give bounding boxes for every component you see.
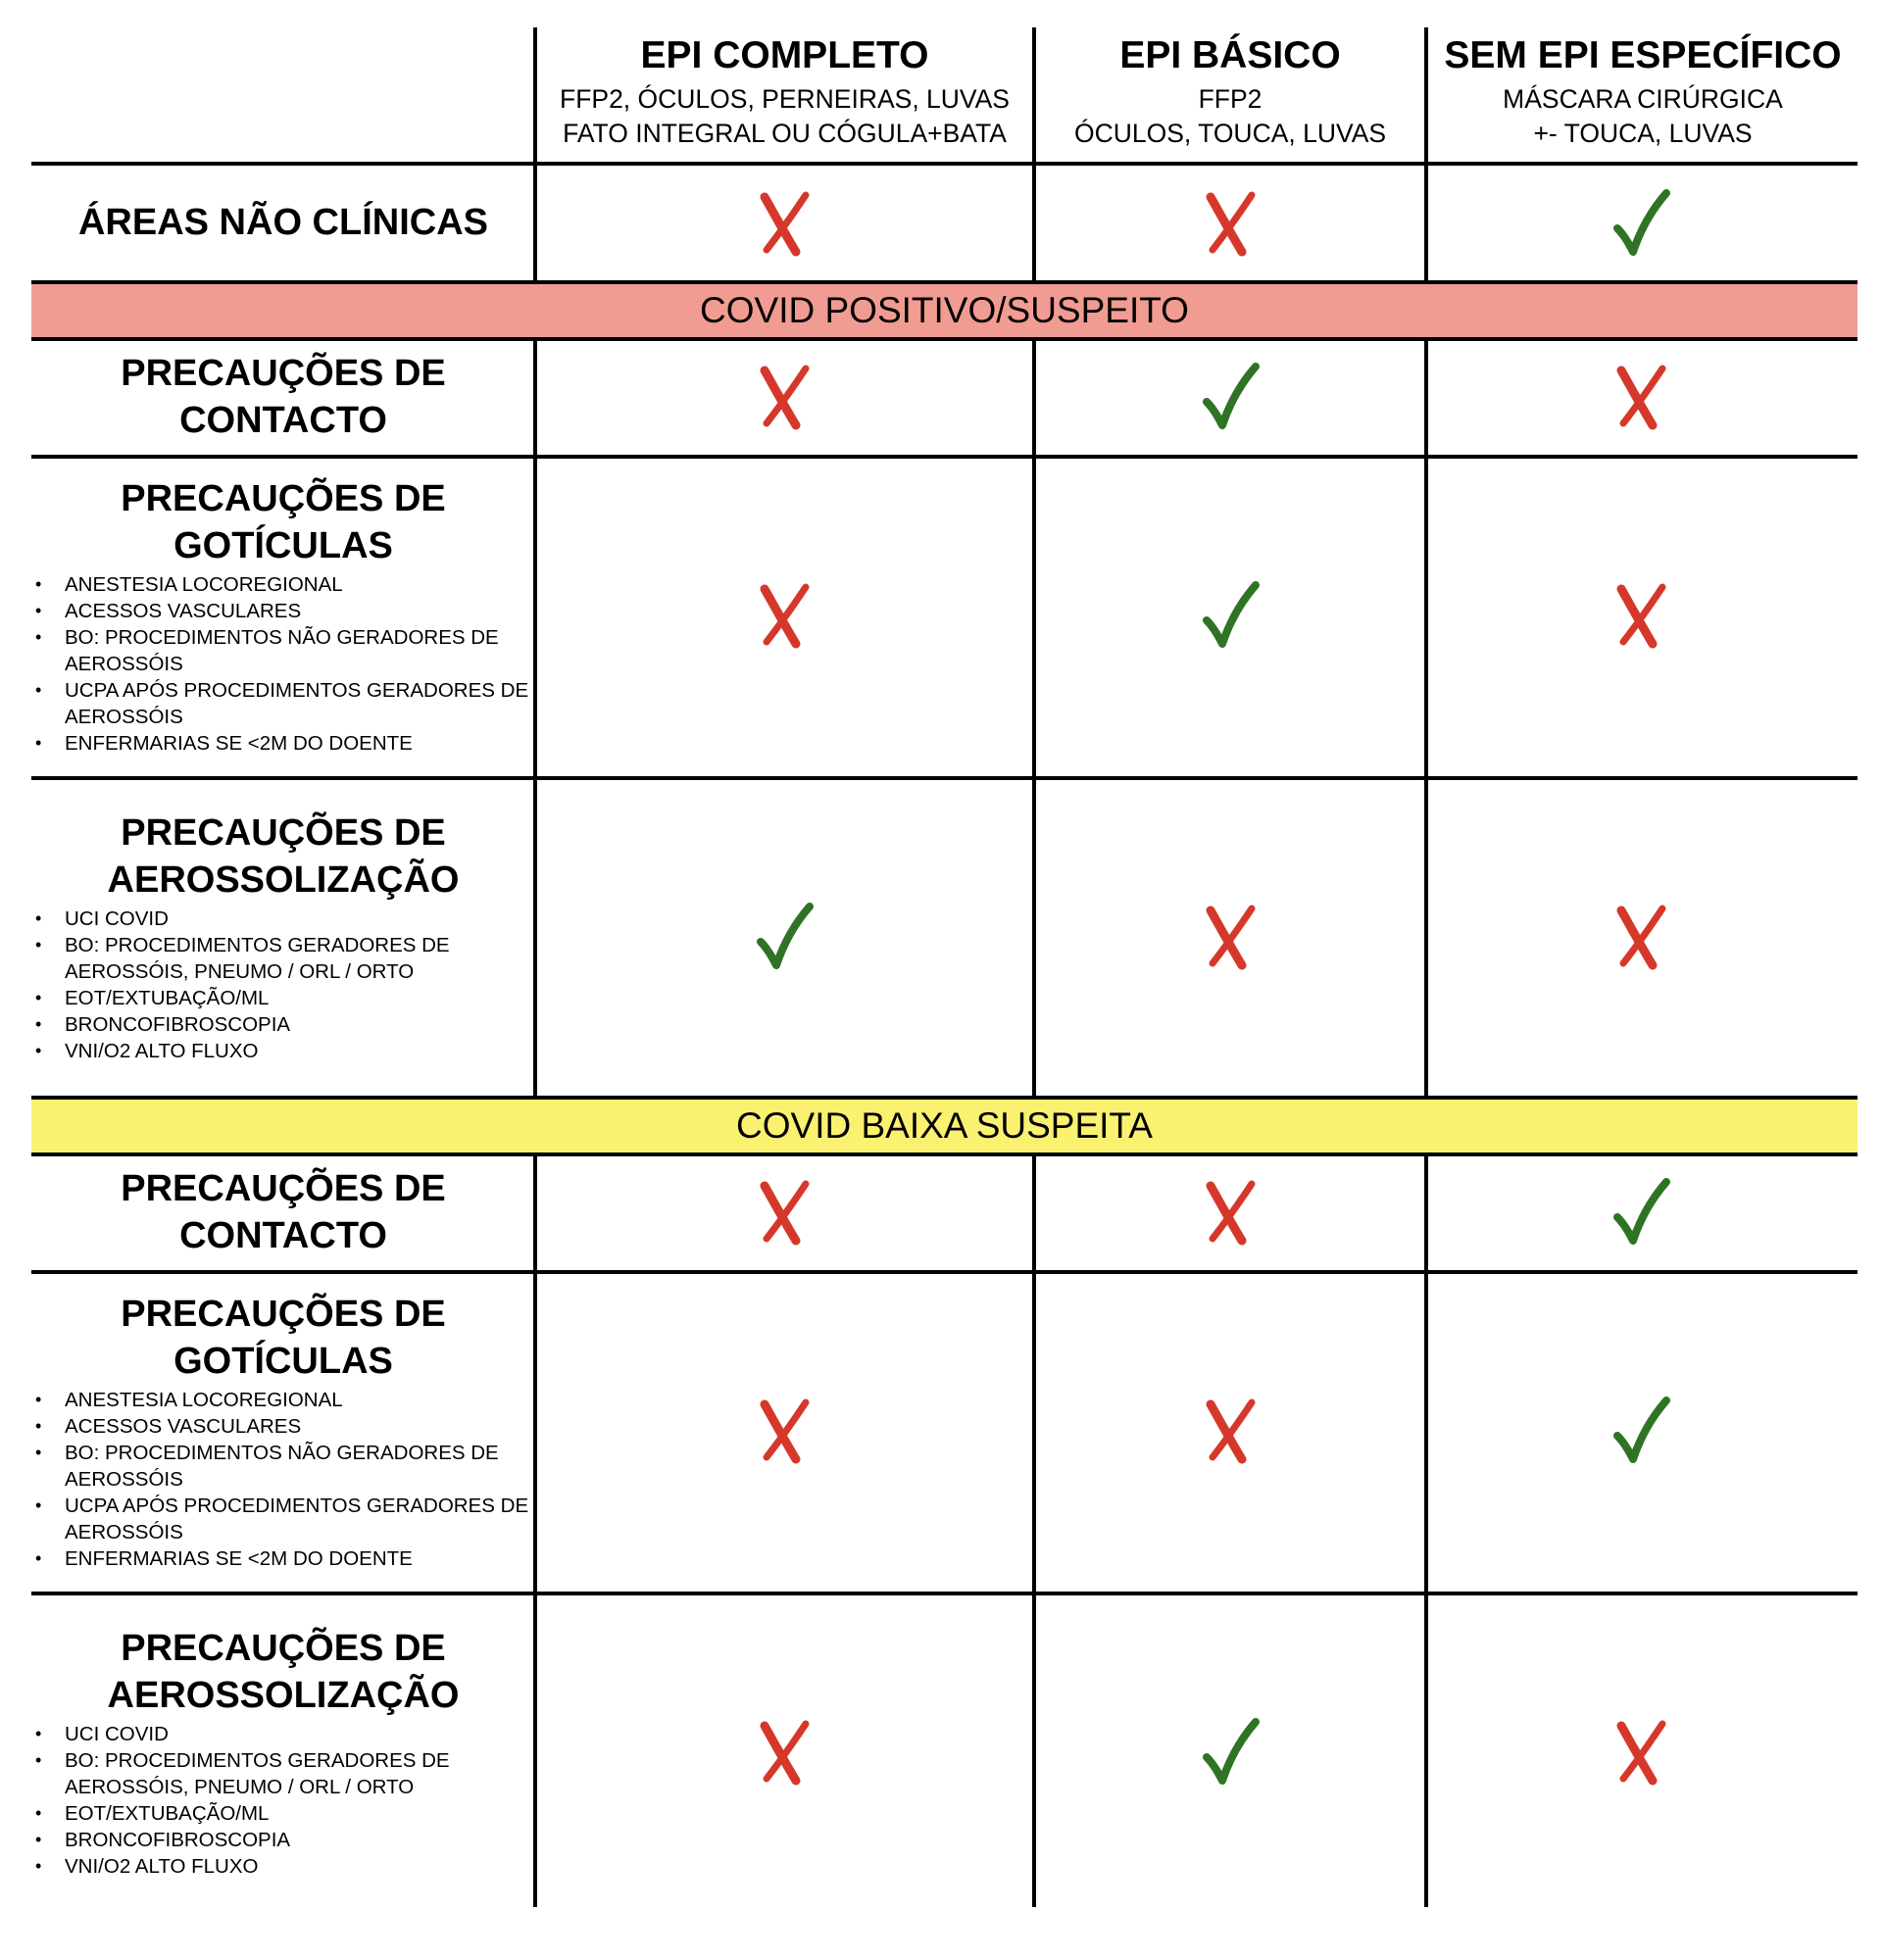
check-icon xyxy=(755,903,814,971)
divider xyxy=(31,1592,1857,1595)
divider xyxy=(1424,337,1428,1096)
check-icon xyxy=(1201,363,1260,431)
list-item: • ANESTESIA LOCOREGIONAL xyxy=(57,571,535,598)
bullet-list xyxy=(31,1387,535,1572)
list-item: • BO: PROCEDIMENTOS NÃO GERADORES DE AEROSSÓIS xyxy=(57,624,535,677)
column-subtitle: MÁSCARA CIRÚRGICA xyxy=(1503,84,1783,114)
row-label xyxy=(31,199,535,246)
row-title: PRECAUÇÕES DE AEROSSOLIZAÇÃO xyxy=(107,812,460,901)
divider xyxy=(31,455,1857,459)
list-item: • BRONCOFIBROSCOPIA xyxy=(57,1011,535,1038)
row-title: PRECAUÇÕES DE AEROSSOLIZAÇÃO xyxy=(107,1628,460,1716)
section-band-label: COVID POSITIVO/SUSPEITO xyxy=(700,290,1189,330)
divider xyxy=(31,1270,1857,1274)
column-subtitle: ÓCULOS, TOUCA, LUVAS xyxy=(1073,119,1387,148)
column-subtitle: +- TOUCA, LUVAS xyxy=(1533,119,1753,148)
list-item: • ACESSOS VASCULARES xyxy=(57,598,535,624)
cross-icon xyxy=(1611,903,1670,971)
check-icon xyxy=(1201,1718,1260,1787)
row-title: PRECAUÇÕES DE GOTÍCULAS xyxy=(121,478,446,566)
cross-icon xyxy=(1611,1718,1670,1787)
row-label xyxy=(31,1165,535,1259)
cross-icon xyxy=(755,363,814,431)
column-title: EPI BÁSICO xyxy=(1119,34,1341,76)
list-item: • ENFERMARIAS SE <2M DO DOENTE xyxy=(57,1545,535,1572)
row-title: PRECAUÇÕES DE CONTACTO xyxy=(121,1168,446,1256)
cross-icon xyxy=(755,189,814,258)
divider xyxy=(31,162,1857,166)
row-title: PRECAUÇÕES DE GOTÍCULAS xyxy=(121,1294,446,1382)
bullet-list xyxy=(31,571,535,757)
column-title: SEM EPI ESPECÍFICO xyxy=(1444,34,1842,76)
list-item: • UCPA APÓS PROCEDIMENTOS GERADORES DE AEROSSÓIS xyxy=(57,677,535,730)
row-title: PRECAUÇÕES DE CONTACTO xyxy=(121,353,446,441)
cross-icon xyxy=(1611,581,1670,650)
list-item: • VNI/O2 ALTO FLUXO xyxy=(57,1853,535,1880)
cross-icon xyxy=(755,1396,814,1465)
cross-icon xyxy=(1201,189,1260,258)
cross-icon xyxy=(1201,1396,1260,1465)
column-header-epi-completo xyxy=(537,29,1032,151)
column-header-epi-basico xyxy=(1036,29,1424,151)
list-item: • ENFERMARIAS SE <2M DO DOENTE xyxy=(57,730,535,757)
column-header-sem-epi xyxy=(1428,29,1857,151)
row-label xyxy=(31,475,535,757)
list-item: • ACESSOS VASCULARES xyxy=(57,1413,535,1440)
divider xyxy=(1424,1152,1428,1907)
column-subtitle: FFP2, ÓCULOS, PERNEIRAS, LUVAS xyxy=(560,84,1010,114)
list-item: • BO: PROCEDIMENTOS NÃO GERADORES DE AEROSSÓIS xyxy=(57,1440,535,1493)
list-item: • UCI COVID xyxy=(57,1721,535,1747)
row-label xyxy=(31,1291,535,1572)
column-subtitle: FATO INTEGRAL OU CÓGULA+BATA xyxy=(563,119,1007,148)
cross-icon xyxy=(1201,1178,1260,1247)
list-item: • BO: PROCEDIMENTOS GERADORES DE AEROSSÓIS, PNEUMO / ORL / ORTO xyxy=(57,1747,535,1800)
row-label xyxy=(31,1625,535,1880)
check-icon xyxy=(1201,581,1260,650)
bullet-list xyxy=(31,906,535,1064)
divider xyxy=(1032,1152,1036,1907)
list-item: • BO: PROCEDIMENTOS GERADORES DE AEROSSÓIS, PNEUMO / ORL / ORTO xyxy=(57,932,535,985)
list-item: • UCI COVID xyxy=(57,906,535,932)
cross-icon xyxy=(1201,903,1260,971)
list-item: • EOT/EXTUBAÇÃO/ML xyxy=(57,1800,535,1827)
section-band-covid-low xyxy=(31,1100,1857,1152)
check-icon xyxy=(1611,189,1670,258)
cross-icon xyxy=(1611,363,1670,431)
check-icon xyxy=(1611,1396,1670,1465)
list-item: • BRONCOFIBROSCOPIA xyxy=(57,1827,535,1853)
divider xyxy=(31,1152,1857,1156)
list-item: • EOT/EXTUBAÇÃO/ML xyxy=(57,985,535,1011)
section-band-covid-positive xyxy=(31,284,1857,337)
section-band-label: COVID BAIXA SUSPEITA xyxy=(736,1105,1153,1146)
check-icon xyxy=(1611,1178,1670,1247)
row-title: ÁREAS NÃO CLÍNICAS xyxy=(77,202,489,243)
cross-icon xyxy=(755,581,814,650)
column-title: EPI COMPLETO xyxy=(640,34,929,76)
divider xyxy=(31,337,1857,341)
list-item: • VNI/O2 ALTO FLUXO xyxy=(57,1038,535,1064)
row-label xyxy=(31,350,535,444)
list-item: • UCPA APÓS PROCEDIMENTOS GERADORES DE AEROSSÓIS xyxy=(57,1493,535,1545)
divider xyxy=(1032,337,1036,1096)
cross-icon xyxy=(755,1178,814,1247)
divider xyxy=(31,776,1857,780)
column-subtitle: FFP2 xyxy=(1198,84,1263,114)
bullet-list xyxy=(31,1721,535,1880)
cross-icon xyxy=(755,1718,814,1787)
row-label xyxy=(31,809,535,1064)
list-item: • ANESTESIA LOCOREGIONAL xyxy=(57,1387,535,1413)
